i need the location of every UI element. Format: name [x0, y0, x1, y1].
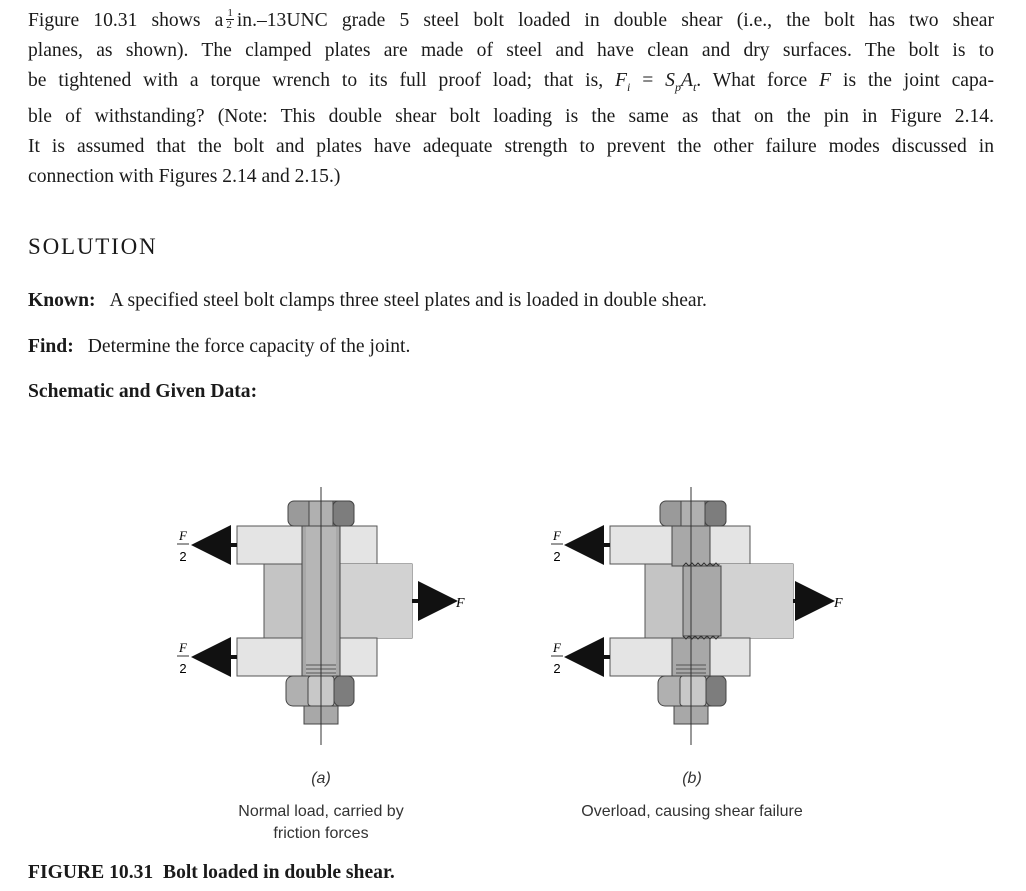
var-A: A [680, 70, 693, 91]
half-force-num: F [179, 528, 187, 543]
solution-heading: SOLUTION [28, 234, 158, 259]
var-F: F [819, 70, 832, 91]
half-force-den: 2 [179, 549, 187, 564]
known-text: A specified steel bolt clamps three steel plates and is loaded in double shear. [109, 290, 707, 311]
half-force-den: 2 [553, 549, 561, 564]
figure-number: FIGURE 10.31 [28, 862, 154, 883]
problem-line-2: planes, as shown). The clamped plates are made of steel and have clean and dry surfaces. The bolt is to [28, 40, 994, 61]
half-force-den: 2 [553, 661, 561, 676]
nut-side [334, 676, 354, 706]
half-force-den: 2 [179, 661, 187, 676]
force-label: F [456, 596, 465, 611]
equals-sign: = [630, 70, 666, 91]
problem-line-4: ble of withstanding? (Note: This double shear bolt loading is the same as that on the pin in Figure 2.14. [28, 105, 994, 127]
problem-text: in.–13UNC grade 5 steel bolt loaded in double shear (i.e., the bolt has two shear [236, 10, 994, 31]
problem-line-5: It is assumed that the bolt and plates have adequate strength to prevent the other failure modes discussed in [28, 135, 994, 157]
half-force-num: F [553, 640, 561, 655]
find-label: Find: [28, 336, 74, 357]
subfig-b-caption: Overload, causing shear failure [581, 803, 803, 820]
bolt-head-side [705, 501, 726, 526]
problem-text: is the joint capa- [843, 70, 994, 91]
var-S: S [665, 70, 675, 91]
fraction-numerator: 1 [227, 7, 233, 19]
problem-line-6: connection with Figures 2.14 and 2.15.) [28, 165, 341, 187]
schematic-heading: Schematic and Given Data: [28, 381, 258, 402]
figure-a-drawing [203, 487, 446, 745]
force-label: F [834, 596, 843, 611]
fraction-denominator: 2 [226, 19, 232, 31]
subfig-a-label: (a) [311, 770, 331, 787]
middle-plate-shade [338, 564, 412, 638]
figure-b-drawing [576, 487, 823, 745]
bolt-head-face [681, 501, 705, 526]
known-label: Known: [28, 290, 96, 311]
bolt-middle-segment [683, 566, 721, 636]
problem-text: . What force [696, 70, 808, 91]
figure-caption [28, 862, 395, 884]
bolt-head-side [333, 501, 354, 526]
figure-caption-text: Bolt loaded in double shear. [163, 862, 395, 883]
sub-t: t [692, 79, 697, 94]
problem-text: be tightened with a torque wrench to its full proof load; that is, [28, 70, 604, 91]
nut-side [706, 676, 726, 706]
problem-text: Figure 10.31 shows a [28, 10, 224, 31]
subfig-b-label: (b) [682, 770, 702, 787]
find-text: Determine the force capacity of the joint. [87, 336, 411, 357]
var-F: F [615, 70, 628, 91]
middle-plate-shade [720, 564, 793, 638]
sub-i: i [627, 79, 631, 94]
subfig-a-caption-1: Normal load, carried by [238, 803, 404, 820]
subfig-a-caption-2: friction forces [273, 825, 369, 842]
sub-p: p [674, 79, 681, 94]
half-force-num: F [553, 528, 561, 543]
half-force-num: F [179, 640, 187, 655]
nut-face [680, 676, 706, 706]
